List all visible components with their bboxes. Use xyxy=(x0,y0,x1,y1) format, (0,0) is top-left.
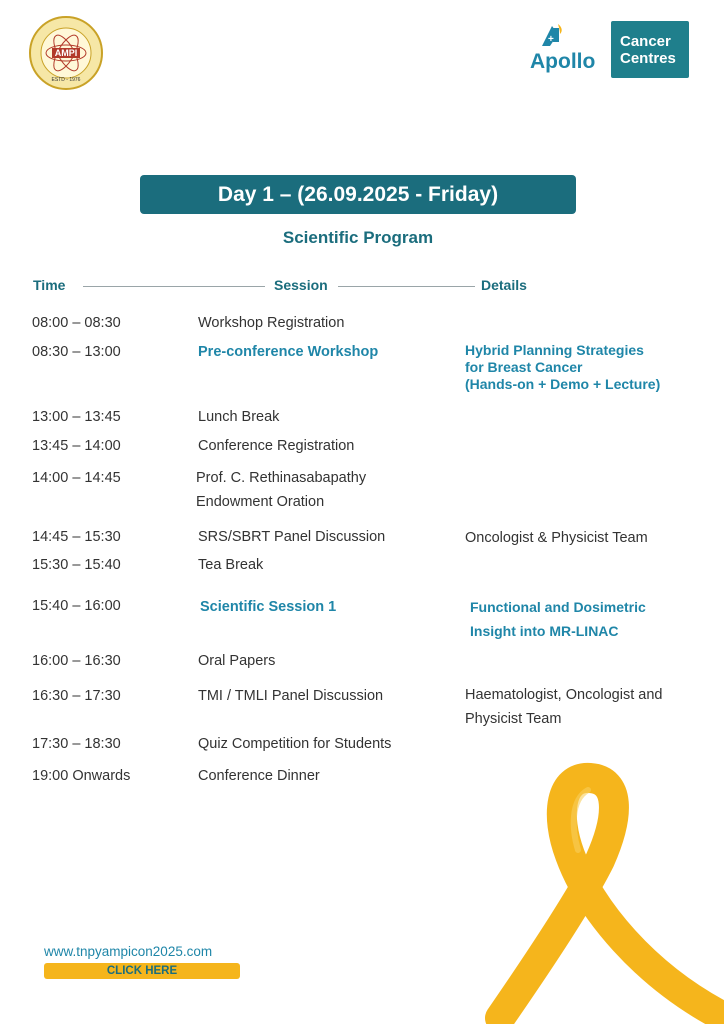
ampi-text: AMPI xyxy=(54,48,78,58)
cancer-centres-line2: Centres xyxy=(620,49,676,67)
row-details-highlight xyxy=(470,595,646,643)
awareness-ribbon-icon xyxy=(470,760,724,1024)
details-line: for Breast Cancer xyxy=(465,359,583,375)
page-subtitle: Scientific Program xyxy=(282,228,434,247)
row-session: TMI / TMLI Panel Discussion xyxy=(198,688,384,704)
row-time: 08:00 – 08:30 xyxy=(32,315,121,331)
row-time: 15:40 – 16:00 xyxy=(32,598,121,614)
row-session: SRS/SBRT Panel Discussion xyxy=(198,529,386,545)
column-header-time: Time xyxy=(33,277,66,293)
row-time: 13:00 – 13:45 xyxy=(32,409,121,425)
row-session: Workshop Registration xyxy=(198,315,345,331)
row-time: 17:30 – 18:30 xyxy=(32,736,121,752)
apollo-wordmark: Apollo xyxy=(530,50,596,73)
row-time: 14:45 – 15:30 xyxy=(32,529,121,545)
row-session: Lunch Break xyxy=(198,409,280,425)
row-session: Oral Papers xyxy=(198,653,276,669)
row-time: 13:45 – 14:00 xyxy=(32,438,121,454)
row-session-highlight: Pre-conference Workshop xyxy=(198,344,379,360)
row-time: 19:00 Onwards xyxy=(32,768,131,784)
cancer-centres-logo xyxy=(611,21,689,78)
svg-text:+: + xyxy=(548,34,554,45)
row-session: Conference Registration xyxy=(198,438,355,454)
details-line: Functional and Dosimetric xyxy=(470,599,646,615)
website-link[interactable]: www.tnpyampicon2025.com xyxy=(44,944,213,959)
ampi-estd: ESTD - 1976 xyxy=(51,77,81,83)
row-time: 08:30 – 13:00 xyxy=(32,344,121,360)
row-session xyxy=(196,466,366,514)
details-line: (Hands-on + Demo + Lecture) xyxy=(465,376,661,392)
ampi-logo xyxy=(28,15,104,91)
row-details xyxy=(465,683,662,731)
session-line: Endowment Oration xyxy=(196,494,325,510)
column-header-session: Session xyxy=(274,277,328,293)
column-header-details: Details xyxy=(481,277,527,293)
row-session-highlight: Scientific Session 1 xyxy=(200,599,337,615)
row-session: Quiz Competition for Students xyxy=(198,736,392,752)
click-here-button[interactable]: CLICK HERE xyxy=(44,963,240,979)
row-time: 16:00 – 16:30 xyxy=(32,653,121,669)
details-line: Hybrid Planning Strategies xyxy=(465,342,644,358)
row-time: 14:00 – 14:45 xyxy=(32,470,121,486)
row-session: Tea Break xyxy=(198,557,264,573)
row-session: Conference Dinner xyxy=(198,768,320,784)
session-line: Prof. C. Rethinasabapathy xyxy=(196,470,367,486)
cancer-centres-line1: Cancer xyxy=(620,32,671,50)
row-time: 16:30 – 17:30 xyxy=(32,688,121,704)
row-details-highlight xyxy=(465,342,660,393)
details-line: Insight into MR-LINAC xyxy=(470,623,619,639)
row-details: Oncologist & Physicist Team xyxy=(465,530,648,546)
header-divider xyxy=(338,286,475,287)
details-line: Physicist Team xyxy=(465,711,562,727)
details-line: Haematologist, Oncologist and xyxy=(465,687,663,703)
row-time: 15:30 – 15:40 xyxy=(32,557,121,573)
apollo-logo xyxy=(530,22,610,80)
day-title-banner: Day 1 – (26.09.2025 - Friday) xyxy=(140,175,576,214)
header-divider xyxy=(83,286,265,287)
apollo-emblem-icon xyxy=(538,22,568,50)
